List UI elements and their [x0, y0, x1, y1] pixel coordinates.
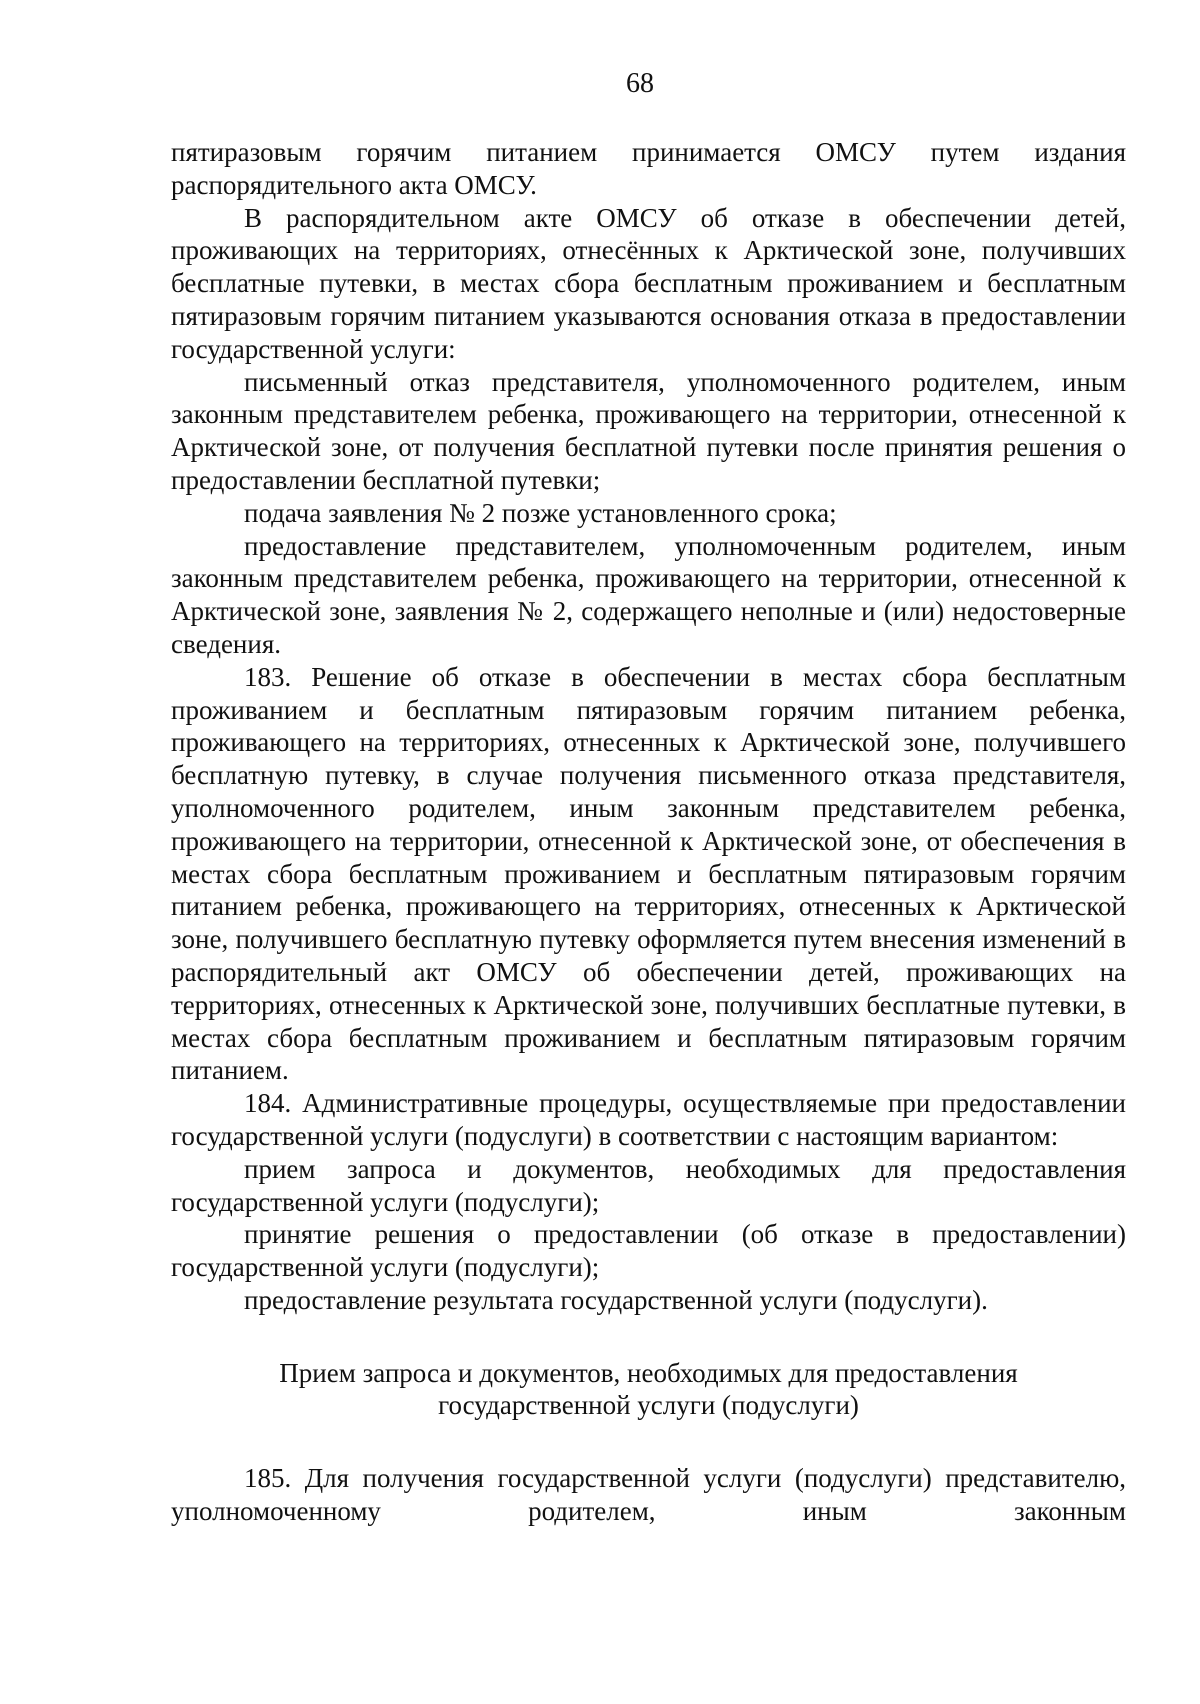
- spacer: [171, 1317, 1126, 1357]
- paragraph-procedure-decision: принятие решения о предоставлении (об отказе в предоставлении) государственной услуги (подуслуги);: [171, 1219, 1126, 1283]
- spacer: [171, 1422, 1126, 1462]
- paragraph-late-application: подача заявления № 2 позже установленного срока;: [244, 497, 837, 528]
- paragraph-refusal-act: В распорядительном акте ОМСУ об отказе в обеспечении детей, проживающих на территориях, отнесённых к Арктической зоне, получивших бесплатные путевки, в местах сбора бесплатным проживанием и бесплатным пятиразовым горячим питанием указываются основания отказа в предоставлении государственной услуги:: [171, 202, 1126, 364]
- section-heading-line-2: государственной услуги (подуслуги): [438, 1390, 859, 1421]
- paragraph-written-refusal: письменный отказ представителя, уполномоченного родителем, иным законным представителем ребенка, проживающего на территории, отнесенной к Арктической зоне, от получения бесплатной путевки после принятия решения о предоставлении бесплатной путевки;: [171, 366, 1126, 495]
- section-heading-line-1: Прием запроса и документов, необходимых для предоставления: [279, 1357, 1018, 1388]
- paragraph-184: 184. Административные процедуры, осуществляемые при предоставлении государственной услуги (подуслуги) в соответствии с настоящим вариантом:: [171, 1088, 1126, 1151]
- paragraph-continuation: пятиразовым горячим питанием принимается ОМСУ путем издания распорядительного акта ОМСУ.: [171, 137, 1126, 200]
- paragraph-procedure-intake: прием запроса и документов, необходимых для предоставления государственной услуги (подуслуги);: [171, 1153, 1126, 1217]
- document-body: [171, 136, 1126, 1528]
- paragraph-procedure-result: предоставление результата государственной услуги (подуслуги).: [244, 1284, 988, 1315]
- page-number: 68: [626, 68, 654, 99]
- paragraph-incomplete-data: предоставление представителем, уполномоченным родителем, иным законным представителем ребенка, проживающего на территории, отнесенной к Арктической зоне, заявления № 2, содержащего неполные и (или) недостоверные сведения.: [171, 530, 1126, 659]
- paragraph-183: 183. Решение об отказе в обеспечении в местах сбора бесплатным проживанием и бесплатным пятиразовым горячим питанием ребенка, проживающего на территориях, отнесенных к Арктической зоне, получившего бесплатную путевку, в случае получения письменного отказа представителя, уполномоченного родителем, иным законным представителем ребенка, проживающего на территории, отнесенной к Арктической зоне, от обеспечения в местах сбора бесплатным проживанием и бесплатным пятиразовым горячим питанием ребенка, проживающего на территориях, отнесенных к Арктической зоне, получившего бесплатную путевку оформляется путем внесения изменений в распорядительный акт ОМСУ об обеспечении детей, проживающих на территориях, отнесенных к Арктической зоне, получивших бесплатные путевки, в местах сбора бесплатным проживанием и бесплатным пятиразовым горячим питанием.: [171, 661, 1126, 1086]
- paragraph-185: 185. Для получения государственной услуги (подуслуги) представителю, уполномоченному родителем, иным законным: [171, 1463, 1126, 1527]
